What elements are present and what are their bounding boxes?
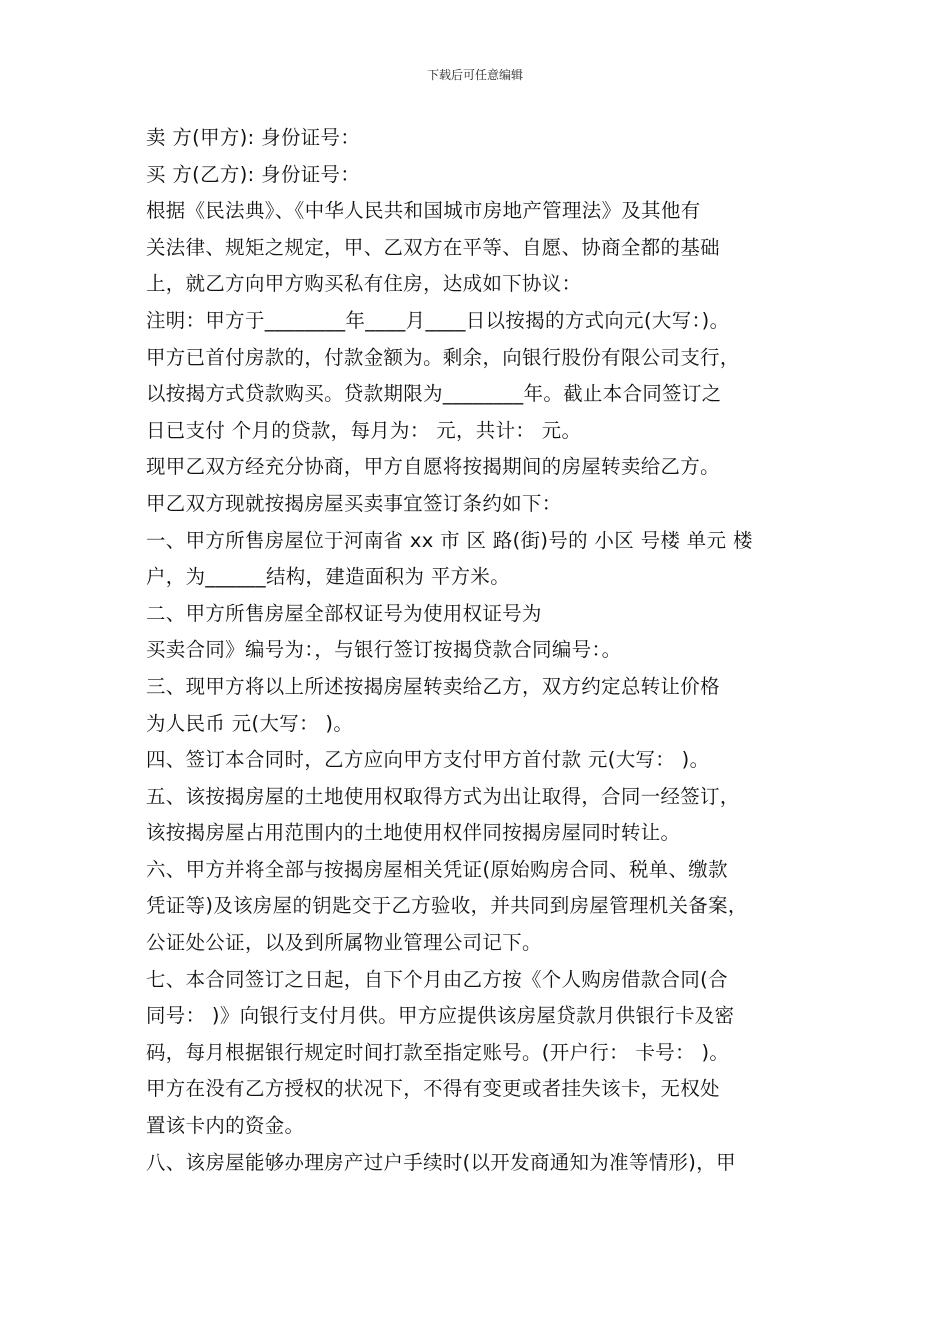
text-line: 同号： )》向银行支付月供。甲方应提供该房屋贷款月供银行卡及密 <box>146 1004 735 1028</box>
text-line: 三、现甲方将以上所述按揭房屋转卖给乙方，双方约定总转让价格 <box>146 674 720 698</box>
text-line: 现甲乙双方经充分协商，甲方自愿将按揭期间的房屋转卖给乙方。 <box>146 455 720 479</box>
text-line: 六、甲方并将全部与按揭房屋相关凭证(原始购房合同、税单、缴款 <box>146 857 728 881</box>
text-line: 凭证等)及该房屋的钥匙交于乙方验收，并共同到房屋管理机关备案， <box>146 894 748 918</box>
text-line: 买卖合同》编号为：，与银行签订按揭贷款合同编号：。 <box>146 638 622 662</box>
text-line: 日已支付 个月的贷款，每月为： 元，共计： 元。 <box>146 418 582 442</box>
text-line: 二、甲方所售房屋全部权证号为使用权证号为 <box>146 601 542 625</box>
text-line: 置该卡内的资金。 <box>146 1114 305 1138</box>
text-line: 八、该房屋能够办理房产过户手续时(以开发商通知为准等情形)，甲 <box>146 1150 736 1174</box>
text-line: 甲乙双方现就按揭房屋买卖事宜签订条约如下： <box>146 491 562 515</box>
text-line: 一、甲方所售房屋位于河南省 xx 市 区 路(街)号的 小区 号楼 单元 楼 <box>146 528 753 552</box>
text-line: 为人民币 元(大写： )。 <box>146 711 354 735</box>
text-line: 注明：甲方于________年____月____日以按揭的方式向元(大写：)。 <box>146 308 730 332</box>
text-line: 甲方已首付房款的，付款金额为。剩余，向银行股份有限公司支行， <box>146 345 740 369</box>
text-line: 户，为______结构，建造面积为 平方米。 <box>146 565 510 589</box>
text-line: 上，就乙方向甲方购买私有住房，达成如下协议： <box>146 272 582 296</box>
text-line: 七、本合同签订之日起，自下个月由乙方按《个人购房借款合同(合 <box>146 967 728 991</box>
text-line: 该按揭房屋占用范围内的土地使用权伴同按揭房屋同时转让。 <box>146 821 681 845</box>
page-header-note: 下载后可任意编辑 <box>426 68 523 82</box>
text-line: 码，每月根据银行规定时间打款至指定账号。(开户行： 卡号： )。 <box>146 1040 730 1064</box>
text-line: 五、该按揭房屋的土地使用权取得方式为出让取得，合同一经签订， <box>146 784 740 808</box>
text-line: 公证处公证，以及到所属物业管理公司记下。 <box>146 931 542 955</box>
text-line: 根据《民法典》、《中华人民共和国城市房地产管理法》及其他有 <box>146 199 701 223</box>
text-line: 关法律、规矩之规定，甲、乙双方在平等、自愿、协商全都的基础 <box>146 235 720 259</box>
text-line: 以按揭方式贷款购买。贷款期限为________年。截止本合同签订之 <box>146 382 722 406</box>
text-line: 买 方(乙方): 身份证号： <box>146 162 361 186</box>
text-line: 四、签订本合同时，乙方应向甲方支付甲方首付款 元(大写： )。 <box>146 748 710 772</box>
text-line: 卖 方(甲方): 身份证号： <box>146 126 361 149</box>
contract-body <box>146 120 814 1181</box>
text-line: 甲方在没有乙方授权的状况下，不得有变更或者挂失该卡，无权处 <box>146 1077 720 1101</box>
